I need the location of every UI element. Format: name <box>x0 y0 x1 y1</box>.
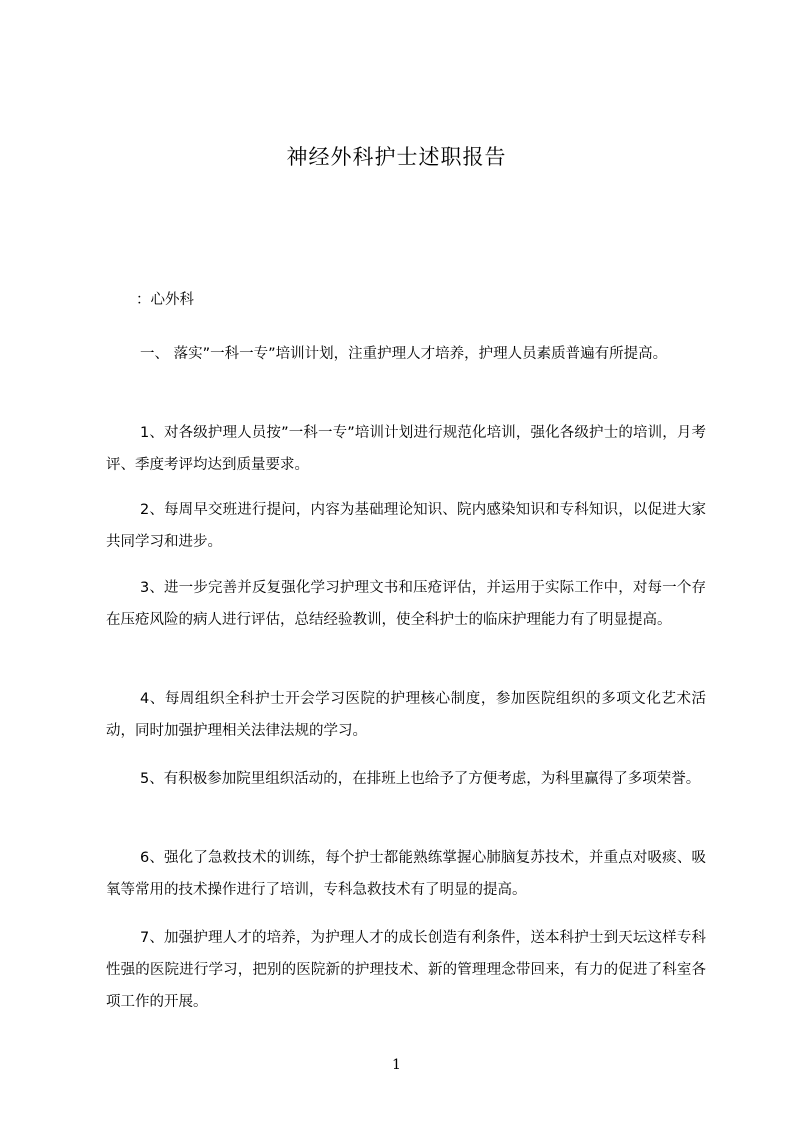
paragraph-item-3: 3、进一步完善并反复强化学习护理文书和压疮评估，并运用于实际工作中，对每一个存在压疮风险的病人进行评估，总结经验教训，使全科护士的临床护理能力有了明显提高。 <box>106 580 706 628</box>
paragraph-item-7: 7、加强护理人才的培养，为护理人才的成长创造有利条件，送本科护士到天坛这样专科性强的医院进行学习，把别的医院新的护理技术、新的管理理念带回来，有力的促进了科室各项工作的开展。 <box>106 930 706 1010</box>
document-title: 神经外科护士述职报告 <box>286 145 507 169</box>
paragraph-item-2: 2、每周早交班进行提问，内容为基础理论知识、院内感染知识和专科知识，以促进大家共同学习和进步。 <box>106 502 706 550</box>
paragraph-item-1: 1、对各级护理人员按”一科一专”培训计划进行规范化培训，强化各级护士的培训，月考评、季度考评均达到质量要求。 <box>106 425 706 473</box>
paragraph-item-6: 6、强化了急救技术的训练，每个护士都能熟练掌握心肺脑复苏技术，并重点对吸痰、吸氧等常用的技术操作进行了培训，专科急救技术有了明显的提高。 <box>106 850 706 898</box>
paragraph-item-4: 4、每周组织全科护士开会学习医院的护理核心制度，参加医院组织的多项文化艺术活动，同时加强护理相关法律法规的学习。 <box>106 691 706 739</box>
page-number: 1 <box>392 1057 401 1073</box>
paragraph-item-5: 5、有积极参加院里组织活动的，在排班上也给予了方便考虑，为科里赢得了多项荣誉。 <box>140 771 701 787</box>
department-line: ：心外科 <box>136 292 194 308</box>
paragraph-section-one: 一、 落实”一科一专”培训计划，注重护理人才培养，护理人员素质普遍有所提高。 <box>140 346 668 362</box>
